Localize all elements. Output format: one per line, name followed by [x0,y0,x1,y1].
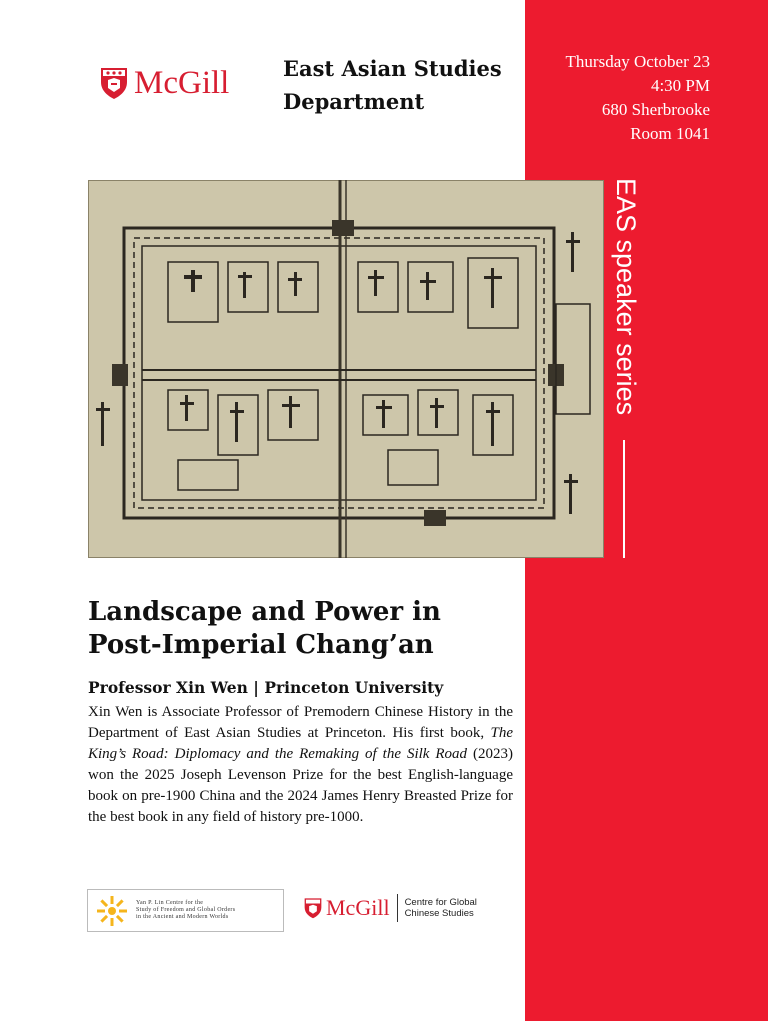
yanplin-line-2: Study of Freedom and Global Orders [136,907,236,913]
bio-text-part-1: Xin Wen is Associate Professor of Premodern Chinese History in the Department of East Asian Studies at Princeton. His first book, [88,704,513,741]
cgcs-line-1: Centre for Global [404,897,477,908]
event-details [566,50,710,146]
mcgill-logo [100,66,229,100]
talk-title-line-1: Landscape and Power in [88,597,441,627]
talk-title [88,596,441,662]
cgcs-logo [304,894,477,922]
historic-map-image [88,180,604,558]
mcgill-crest-icon [100,66,128,100]
yanplin-line-3: in the Ancient and Modern Worlds [136,914,229,920]
event-address: 680 Sherbrooke [601,100,710,119]
yan-p-lin-centre-name [136,900,235,921]
series-divider-line [623,440,625,558]
series-label: EAS speaker series [611,178,641,416]
bio-book-title: The King’s Road: Diplomacy and the Remaking of the Silk Road [88,725,513,762]
event-time: 4:30 PM [650,76,710,95]
cgcs-name [405,897,477,919]
department-line-1: East Asian Studies [283,56,502,81]
speaker-bio [88,702,513,828]
event-date: Thursday October 23 [565,52,710,71]
department-line-2: Department [283,89,425,114]
event-room: Room 1041 [630,124,710,143]
series-label-wrap [606,178,646,560]
mcgill-crest-small-icon [304,897,322,919]
yanplin-line-1: Yan P. Lin Centre for the [136,900,204,906]
department-name [283,52,502,118]
talk-title-line-2: Post-Imperial Chang’an [88,630,434,660]
speaker-name: Professor Xin Wen | Princeton University [88,678,444,697]
logo-separator [397,894,398,922]
mcgill-wordmark-small: McGill [326,895,390,920]
sunburst-icon [96,895,128,927]
yan-p-lin-centre-logo [87,889,284,932]
cgcs-line-2: Chinese Studies [404,908,474,919]
map-illustration [88,180,604,558]
bio-text-part-2: (2023) won the 2025 Joseph Levenson Prize for the best English-language book on pre-1900 China and the 2024 James Henry Breasted Prize for the best book in any field of history pre-1000. [88,746,513,825]
mcgill-wordmark: McGill [134,65,230,101]
